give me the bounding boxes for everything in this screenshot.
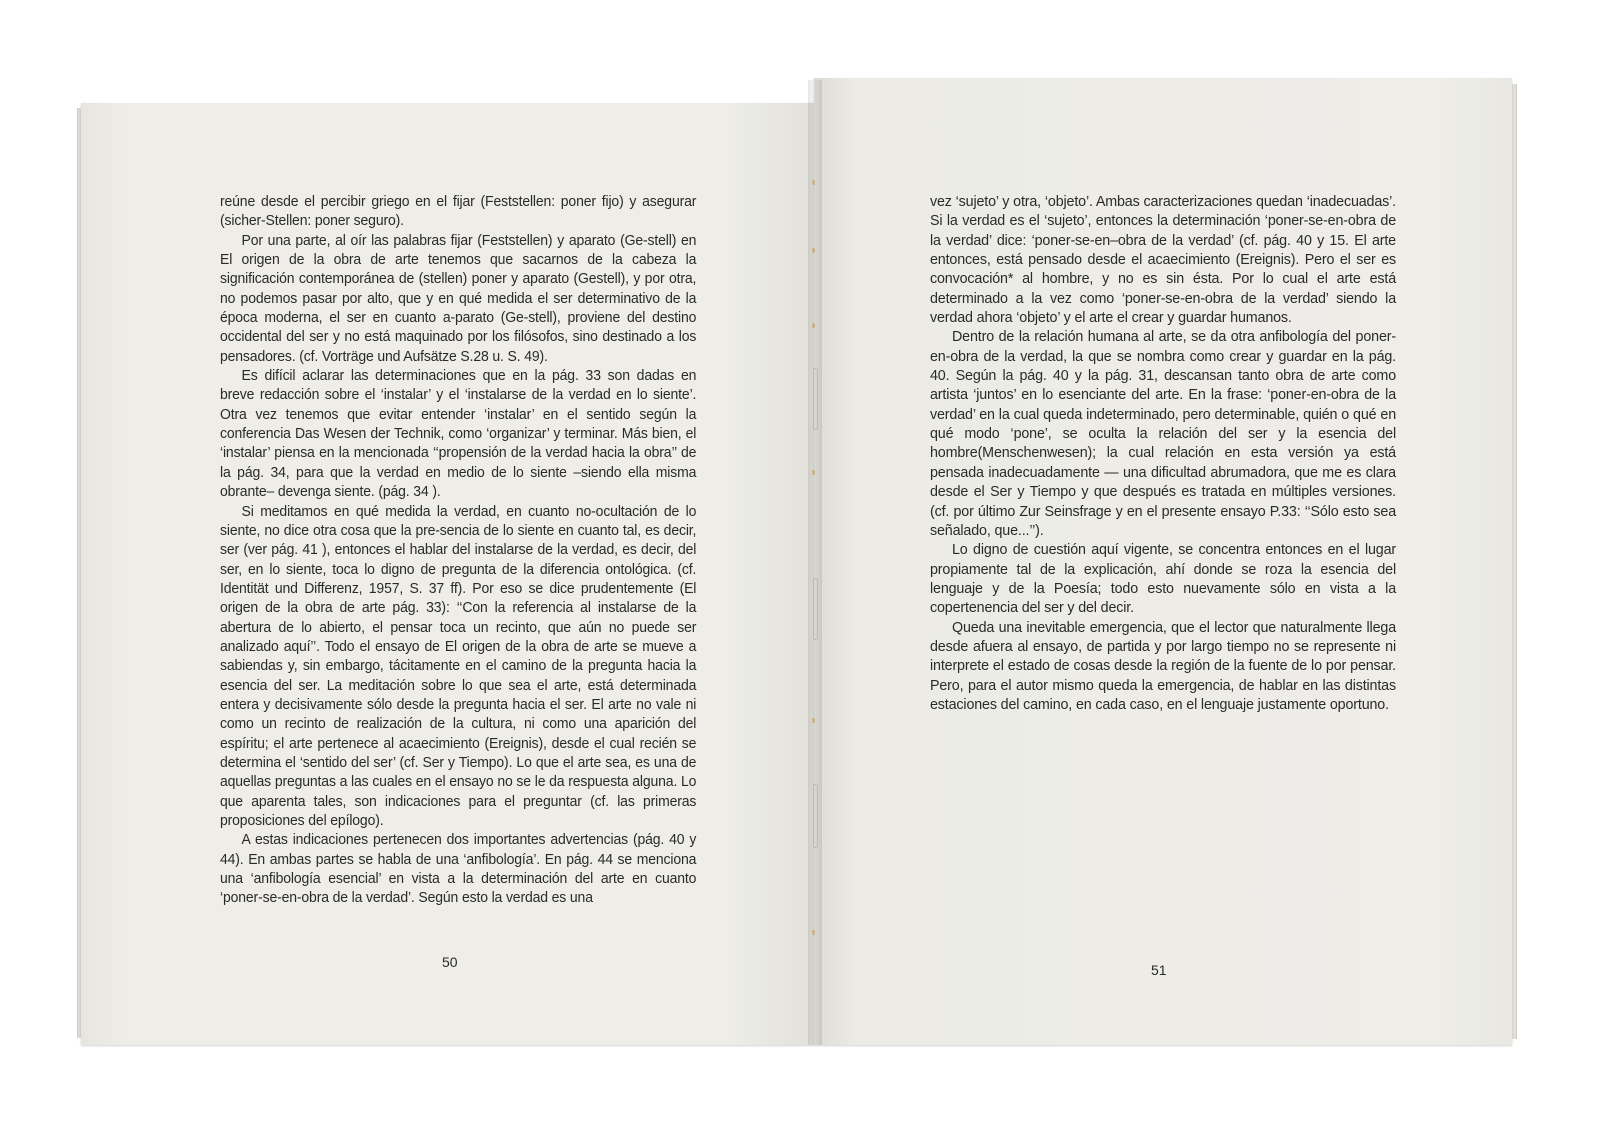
binding-stitch: [813, 784, 818, 848]
binding-mark: [812, 718, 815, 723]
paragraph: A estas indicaciones pertenecen dos importantes advertencias (pág. 40 y 44). En ambas partes se habla de una ‘anfibología’. En pág. 44 se menciona una ‘anfibología esencial’ en vista a la determinación del arte en cuanto ‘poner-se-en-obra de la verdad’. Según esto la verdad es una: [220, 832, 697, 907]
binding-mark: [812, 248, 815, 253]
paragraph: Es difícil aclarar las determinaciones que en la pág. 33 son dadas en breve redacción sobre el ‘instalar’ y el ‘instalarse de la verdad en lo siente’. Otra vez tenemos que evitar entender ‘instalar’ en el sentido según la conferencia Das Wesen der Technik, como ‘organizar’ y terminar. Más bien, el ‘instalar’ piensa en la mencionada ‘‘propensión de la verdad hacia la obra’’ de la pág. 34, para que la verdad en medio de lo siente –siendo ella misma obrante– devenga siente. (pág. 34 ).: [220, 368, 697, 501]
page-number: 50: [442, 954, 458, 970]
binding-mark: [812, 180, 815, 185]
paragraph: Por una parte, al oír las palabras fijar (Feststellen) y aparato (Ge-stell) en El origen de la obra de arte tenemos que sacarnos de la cabeza la significación contemporánea de (stellen) poner y aparato (Gestell), y por otra, no podemos pasar por alto, que y en qué medida el ser determinativo de la época moderna, el ser en cuanto a-parato (Ge-stell), proviene del destino occidental del ser y no está maquinado por los filósofos, sino destinado a los pensadores. (cf. Vorträge und Aufsätze S.28 u. S. 49).: [220, 232, 697, 365]
right-page-text: [930, 193, 1396, 715]
paragraph: Si meditamos en qué medida la verdad, en cuanto no-ocultación de lo siente, no dice otra cosa que la pre-sencia de lo siente en cuanto tal, es decir, ser (ver pág. 41 ), entonces el hablar del instalarse de la verdad, es decir, del ser, en lo siente, toca lo digno de pregunta de la diferencia ontológica. (cf. Identität und Differenz, 1957, S. 37 ff). Por eso se dice prudentemente (El origen de la obra de arte pág. 33): ‘‘Con la referencia al instalarse de la abertura de lo abierto, el pensar toca un recinto, que aún no puede ser analizado aquí’’. Todo el ensayo de El origen de la obra de arte se mueve a sabiendas y, sin embargo, tácitamente en el camino de la pregunta hacia la esencia del ser. La meditación sobre lo que sea el arte, está determinada entera y decisivamente sólo desde la pregunta hacia el ser. El arte no vale ni como un recinto de realización de la cultura, ni como una aparición del espíritu; el arte pertenece al acaecimiento (Ereignis), desde el cual recién se determina el ‘sentido del ser’ (cf. Ser y Tiempo). Lo que el arte sea, es una de aquellas preguntas a las cuales en el ensayo no se le da respuesta alguna. Lo que aparenta tales, son indicaciones para el preguntar (cf. las primeras proposiciones del epílogo).: [220, 503, 697, 829]
paragraph: Lo digno de cuestión aquí vigente, se concentra entonces en el lugar propiamente tal de la explicación, ahí donde se roza la esencia del lenguaje y de la Poesía; todo esto nuevamente sólo en vista a la copertenencia del ser y del decir.: [930, 542, 1396, 617]
paragraph: reúne desde el percibir griego en el fijar (Feststellen: poner fijo) y asegurar (sicher-Stellen: poner seguro).: [220, 194, 697, 230]
paragraph: vez ‘sujeto’ y otra, ‘objeto’. Ambas caracterizaciones quedan ‘inadecuadas’. Si la verdad es el ‘sujeto’, entonces la determinación ‘poner-se-en-obra de la verdad’ dice: ‘poner-se-en–obra de la verdad’ (cf. pág. 40 y 15. El arte entonces, está pensado desde el acaecimiento (Ereignis). Pero el ser es convocación* al hombre, y no es sin ésta. Por lo cual el arte está determinado a la vez como ‘poner-se-en-obra de la verdad’ siendo la verdad ahora ‘objeto’ y el arte el crear y guardar humanos.: [930, 194, 1396, 327]
left-page-text: [220, 193, 696, 909]
binding-stitch: [813, 368, 818, 430]
binding-mark: [812, 470, 815, 475]
page-number: 51: [1151, 962, 1167, 978]
book-gutter: [808, 80, 822, 1045]
binding-stitch: [813, 578, 818, 640]
paragraph: Queda una inevitable emergencia, que el lector que naturalmente llega desde afuera al ensayo, de partida y por largo tiempo no se represente ni interprete el estado de cosas desde la región de la fuente de lo por pensar. Pero, para el autor mismo queda la emergencia, de hablar en las distintas estaciones del camino, en cada caso, en el lenguaje justamente oportuno.: [930, 619, 1396, 713]
binding-mark: [812, 323, 815, 328]
paragraph: Dentro de la relación humana al arte, se da otra anfibología del poner-en-obra de la verdad, la que se nombra como crear y guardar en la pág. 40. Según la pág. 40 y la pág. 31, descansan tanto obra de arte como artista ‘juntos’ en lo esenciante del arte. En la frase: ‘poner-en-obra de la verdad’ en la cual queda indeterminado, pero determinable, quién o qué en qué modo ‘pone’, se oculta la relación del ser y la esencia del hombre(Menschenwesen); la cual relación en esta versión ya está pensada inadecuadamente — una dificultad abrumadora, que me es clara desde el Ser y Tiempo y que después es tratada en múltiples versiones. (cf. por último Zur Seinsfrage y en el presente ensayo P.33: ‘‘Sólo esto sea señalado, que...’’).: [930, 329, 1396, 539]
binding-mark: [812, 930, 815, 935]
